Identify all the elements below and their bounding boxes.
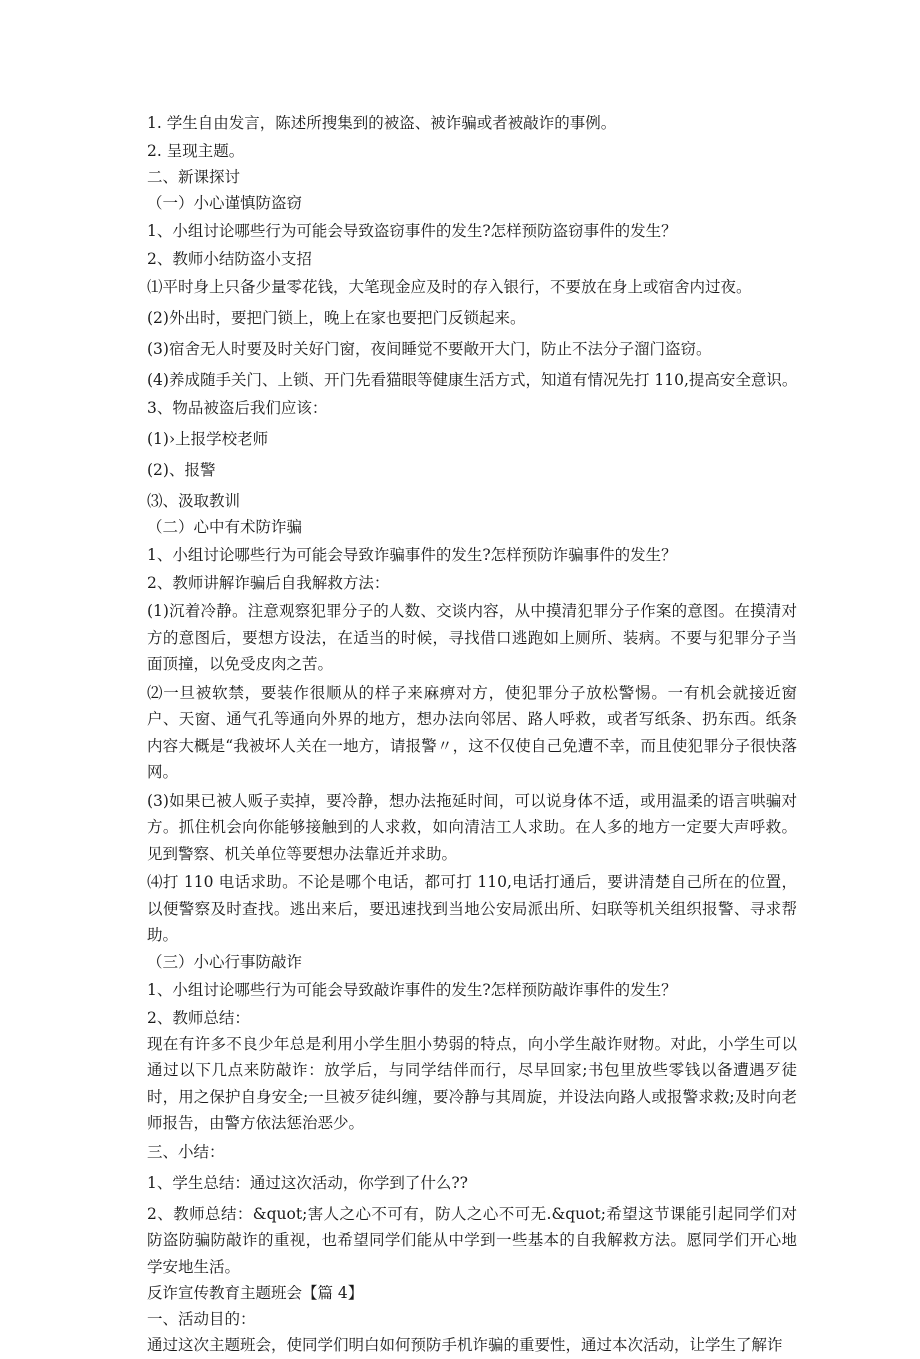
text-line: 2、教师讲解诈骗后自我解救方法： — [147, 574, 390, 592]
section-heading: 一、活动目的： — [147, 1310, 256, 1328]
paragraph: ⑵一旦被软禁，要装作很顺从的样子来麻痹对方，使犯罪分子放松警惕。一有机会就接近窗户、天窗、通气孔等通向外界的地方，想办法向邻居、路人呼救，或者写纸条、扔东西。纸条内容大概是“我被坏人关在一地方，请报警〃，这不仅使自己免遭不幸，而且使犯罪分子很快落网。 — [147, 683, 797, 781]
text-line: 1、小组讨论哪些行为可能会导致敲诈事件的发生?怎样预防敲诈事件的发生？ — [147, 980, 677, 999]
text-line: 1、学生总结：通过这次活动，你学到了什么?? — [147, 1173, 468, 1192]
text-line: ⑴平时身上只备少量零花钱，大笔现金应及时的存入银行，不要放在身上或宿舍内过夜。 — [147, 278, 752, 296]
text-line: (2)外出时，要把门锁上，晚上在家也要把门反锁起来。 — [147, 309, 526, 327]
subsection-heading: （三）小心行事防敲诈 — [147, 952, 303, 971]
text-line: 1. 学生自由发言，陈述所搜集到的被盗、被诈骗或者被敲诈的事例。 — [147, 114, 617, 132]
text-line: 2. 呈现主题。 — [147, 142, 245, 160]
subsection-heading: （一）小心谨慎防盗窃 — [147, 194, 303, 212]
paragraph: (1)沉着冷静。注意观察犯罪分子的人数、交谈内容，从中摸清犯罪分子作案的意图。在摸清对方的意图后，要想方设法，在适当的时候，寻找借口逃跑如上厕所、装病。不要与犯罪分子当面顶撞，以免受皮肉之苦。 — [147, 602, 797, 673]
text-line: (3)宿舍无人时要及时关好门窗，夜间睡觉不要敞开大门，防止不法分子溜门盗窃。 — [147, 340, 712, 358]
text-line: (4)养成随手关门、上锁、开门先看猫眼等健康生活方式，知道有情况先打 110,提高安全意识。 — [147, 371, 798, 389]
text-line: (2)、报警 — [147, 461, 216, 479]
text-line: 1、小组讨论哪些行为可能会导致盗窃事件的发生?怎样预防盗窃事件的发生？ — [147, 222, 677, 240]
text-line: (1)›上报学校老师 — [147, 430, 269, 448]
subsection-heading: （二）心中有术防诈骗 — [147, 518, 303, 536]
paragraph: 2、教师总结：&quot;害人之心不可有，防人之心不可无.&quot;希望这节课能引起同学们对防盗防骗防敲诈的重视，也希望同学们能从中学到一些基本的自我解救方法。愿同学们开心地学安地生活。 — [147, 1204, 797, 1276]
section-heading: 三、小结： — [147, 1142, 225, 1161]
section-heading: 二、新课探讨 — [147, 168, 241, 186]
paragraph: ⑷打 110 电话求助。不论是哪个电话，都可打 110,电话打通后，要讲清楚自己所在的位置，以便警察及时查找。逃出来后，要迅速找到当地公安局派出所、妇联等机关组织报警、寻求帮助。 — [147, 873, 797, 944]
text-line: 2、教师总结： — [147, 1008, 250, 1027]
article-title: 反诈宣传教育主题班会【篇 4】 — [147, 1284, 364, 1302]
text-line: 2、教师小结防盗小支招 — [147, 250, 312, 268]
text-line: 1、小组讨论哪些行为可能会导致诈骗事件的发生?怎样预防诈骗事件的发生？ — [147, 546, 677, 564]
text-line: ⑶、汲取教训 — [147, 492, 241, 510]
document-page — [147, 110, 797, 1359]
text-line: 3、物品被盗后我们应该： — [147, 399, 328, 417]
paragraph: (3)如果已被人贩子卖掉，要冷静，想办法拖延时间，可以说身体不适，或用温柔的语言哄骗对方。抓住机会向你能够接触到的人求救，如向清洁工人求助。在人多的地方一定要大声呼救。见到警察、机关单位等要想办法靠近并求助。 — [147, 791, 797, 863]
paragraph: 现在有许多不良少年总是利用小学生胆小势弱的特点，向小学生敲诈财物。对此，小学生可以通过以下几点来防敲诈：放学后，与同学结伴而行，尽早回家;书包里放些零钱以备遭遇歹徒时，用之保护自身安全;一旦被歹徒纠缠，要冷静与其周旋，并设法向路人或报警求救;及时向老师报告，由警方依法惩治恶少。 — [147, 1034, 797, 1132]
paragraph: 通过这次主题班会，使同学们明白如何预防手机诈骗的重要性，通过本次活动，让学生了解诈 — [147, 1336, 783, 1354]
